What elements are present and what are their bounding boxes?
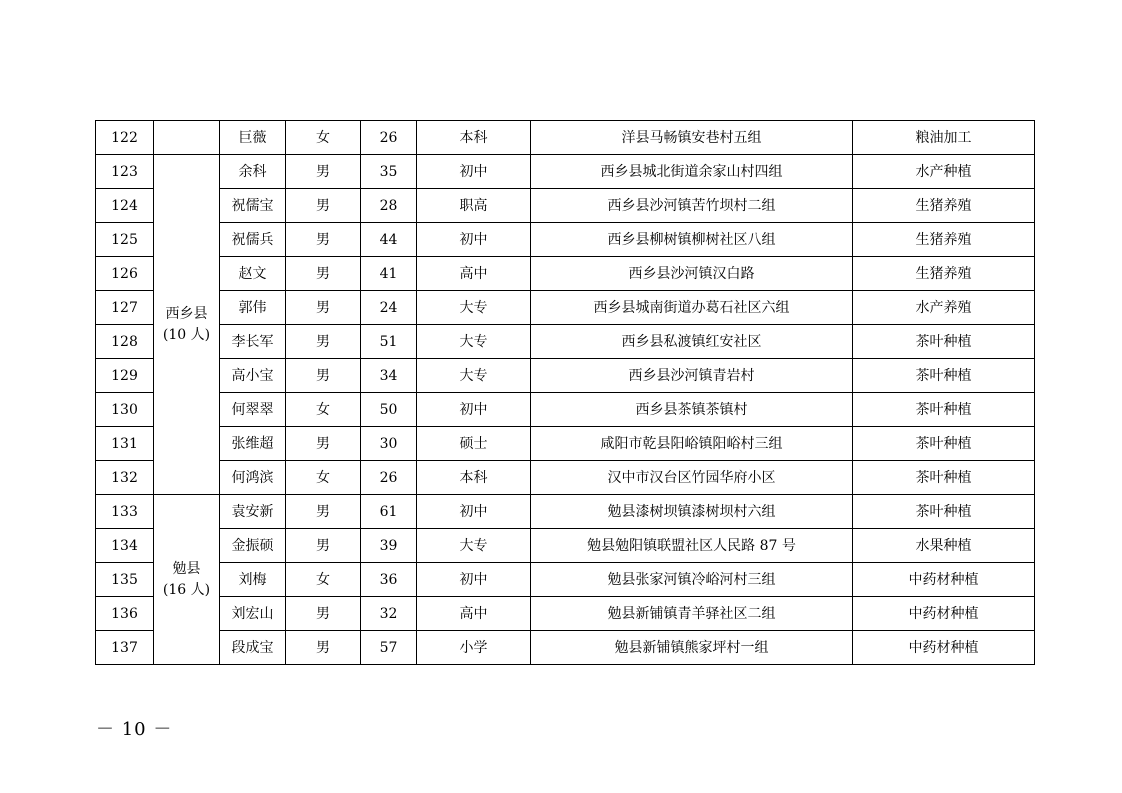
age-cell: 57 — [361, 631, 417, 665]
education-cell: 本科 — [417, 121, 531, 155]
address-cell: 西乡县私渡镇红安社区 — [531, 325, 853, 359]
table-row — [96, 257, 1035, 291]
education-cell: 大专 — [417, 529, 531, 563]
name-cell: 何鸿滨 — [220, 461, 286, 495]
table-row — [96, 529, 1035, 563]
education-cell: 大专 — [417, 325, 531, 359]
gender-cell: 男 — [286, 189, 361, 223]
serial-number-cell: 126 — [96, 257, 154, 291]
age-cell: 41 — [361, 257, 417, 291]
industry-cell: 茶叶种植 — [853, 325, 1035, 359]
table-row — [96, 495, 1035, 529]
table-row — [96, 223, 1035, 257]
county-cell: 西乡县 (10 人) — [154, 155, 220, 495]
age-cell: 50 — [361, 393, 417, 427]
gender-cell: 男 — [286, 257, 361, 291]
name-cell: 金振硕 — [220, 529, 286, 563]
education-cell: 初中 — [417, 495, 531, 529]
gender-cell: 男 — [286, 529, 361, 563]
age-cell: 24 — [361, 291, 417, 325]
county-cell: 勉县 (16 人) — [154, 495, 220, 665]
industry-cell: 茶叶种植 — [853, 495, 1035, 529]
table-row — [96, 461, 1035, 495]
education-cell: 初中 — [417, 155, 531, 189]
industry-cell: 水产种植 — [853, 155, 1035, 189]
name-cell: 祝儒兵 — [220, 223, 286, 257]
serial-number-cell: 124 — [96, 189, 154, 223]
age-cell: 61 — [361, 495, 417, 529]
address-cell: 西乡县沙河镇汉白路 — [531, 257, 853, 291]
table-row — [96, 121, 1035, 155]
education-cell: 初中 — [417, 563, 531, 597]
industry-cell: 水果种植 — [853, 529, 1035, 563]
industry-cell: 中药材种植 — [853, 563, 1035, 597]
table-row — [96, 427, 1035, 461]
address-cell: 西乡县沙河镇青岩村 — [531, 359, 853, 393]
county-cell — [154, 121, 220, 155]
address-cell: 咸阳市乾县阳峪镇阳峪村三组 — [531, 427, 853, 461]
page-number: － 10 － — [96, 719, 173, 740]
age-cell: 32 — [361, 597, 417, 631]
table-row — [96, 189, 1035, 223]
education-cell: 初中 — [417, 393, 531, 427]
gender-cell: 男 — [286, 495, 361, 529]
industry-cell: 茶叶种植 — [853, 461, 1035, 495]
education-cell: 高中 — [417, 257, 531, 291]
serial-number-cell: 127 — [96, 291, 154, 325]
table-row — [96, 393, 1035, 427]
name-cell: 刘梅 — [220, 563, 286, 597]
address-cell: 勉县漆树坝镇漆树坝村六组 — [531, 495, 853, 529]
name-cell: 张维超 — [220, 427, 286, 461]
serial-number-cell: 122 — [96, 121, 154, 155]
gender-cell: 男 — [286, 427, 361, 461]
name-cell: 刘宏山 — [220, 597, 286, 631]
address-cell: 西乡县茶镇茶镇村 — [531, 393, 853, 427]
name-cell: 袁安新 — [220, 495, 286, 529]
age-cell: 26 — [361, 461, 417, 495]
serial-number-cell: 125 — [96, 223, 154, 257]
age-cell: 44 — [361, 223, 417, 257]
serial-number-cell: 129 — [96, 359, 154, 393]
industry-cell: 茶叶种植 — [853, 427, 1035, 461]
age-cell: 34 — [361, 359, 417, 393]
industry-cell: 生猪养殖 — [853, 257, 1035, 291]
education-cell: 大专 — [417, 359, 531, 393]
table-row — [96, 631, 1035, 665]
serial-number-cell: 135 — [96, 563, 154, 597]
table-row — [96, 155, 1035, 189]
serial-number-cell: 132 — [96, 461, 154, 495]
gender-cell: 男 — [286, 223, 361, 257]
name-cell: 高小宝 — [220, 359, 286, 393]
education-cell: 初中 — [417, 223, 531, 257]
serial-number-cell: 128 — [96, 325, 154, 359]
address-cell: 西乡县城南街道办葛石社区六组 — [531, 291, 853, 325]
education-cell: 高中 — [417, 597, 531, 631]
gender-cell: 男 — [286, 325, 361, 359]
serial-number-cell: 131 — [96, 427, 154, 461]
gender-cell: 男 — [286, 291, 361, 325]
serial-number-cell: 134 — [96, 529, 154, 563]
industry-cell: 生猪养殖 — [853, 189, 1035, 223]
gender-cell: 女 — [286, 461, 361, 495]
roster-table — [95, 120, 1035, 665]
industry-cell: 茶叶种植 — [853, 359, 1035, 393]
table-row — [96, 597, 1035, 631]
table-row — [96, 563, 1035, 597]
education-cell: 小学 — [417, 631, 531, 665]
serial-number-cell: 136 — [96, 597, 154, 631]
table-row — [96, 359, 1035, 393]
education-cell: 大专 — [417, 291, 531, 325]
age-cell: 36 — [361, 563, 417, 597]
name-cell: 巨薇 — [220, 121, 286, 155]
age-cell: 26 — [361, 121, 417, 155]
age-cell: 51 — [361, 325, 417, 359]
education-cell: 职高 — [417, 189, 531, 223]
education-cell: 硕士 — [417, 427, 531, 461]
table-row — [96, 291, 1035, 325]
industry-cell: 水产养殖 — [853, 291, 1035, 325]
industry-cell: 粮油加工 — [853, 121, 1035, 155]
serial-number-cell: 123 — [96, 155, 154, 189]
address-cell: 勉县新铺镇青羊驿社区二组 — [531, 597, 853, 631]
gender-cell: 女 — [286, 393, 361, 427]
industry-cell: 生猪养殖 — [853, 223, 1035, 257]
gender-cell: 女 — [286, 121, 361, 155]
serial-number-cell: 137 — [96, 631, 154, 665]
name-cell: 李长军 — [220, 325, 286, 359]
address-cell: 勉县勉阳镇联盟社区人民路 87 号 — [531, 529, 853, 563]
name-cell: 祝儒宝 — [220, 189, 286, 223]
age-cell: 28 — [361, 189, 417, 223]
education-cell: 本科 — [417, 461, 531, 495]
address-cell: 西乡县城北街道余家山村四组 — [531, 155, 853, 189]
gender-cell: 男 — [286, 359, 361, 393]
serial-number-cell: 133 — [96, 495, 154, 529]
address-cell: 汉中市汉台区竹园华府小区 — [531, 461, 853, 495]
roster-body — [96, 121, 1035, 665]
serial-number-cell: 130 — [96, 393, 154, 427]
gender-cell: 男 — [286, 155, 361, 189]
name-cell: 余科 — [220, 155, 286, 189]
gender-cell: 女 — [286, 563, 361, 597]
age-cell: 30 — [361, 427, 417, 461]
address-cell: 洋县马畅镇安巷村五组 — [531, 121, 853, 155]
gender-cell: 男 — [286, 631, 361, 665]
address-cell: 西乡县柳树镇柳树社区八组 — [531, 223, 853, 257]
name-cell: 何翠翠 — [220, 393, 286, 427]
name-cell: 郭伟 — [220, 291, 286, 325]
gender-cell: 男 — [286, 597, 361, 631]
address-cell: 西乡县沙河镇苦竹坝村二组 — [531, 189, 853, 223]
name-cell: 赵文 — [220, 257, 286, 291]
age-cell: 39 — [361, 529, 417, 563]
industry-cell: 中药材种植 — [853, 597, 1035, 631]
age-cell: 35 — [361, 155, 417, 189]
address-cell: 勉县张家河镇冷峪河村三组 — [531, 563, 853, 597]
address-cell: 勉县新铺镇熊家坪村一组 — [531, 631, 853, 665]
industry-cell: 茶叶种植 — [853, 393, 1035, 427]
industry-cell: 中药材种植 — [853, 631, 1035, 665]
name-cell: 段成宝 — [220, 631, 286, 665]
table-row — [96, 325, 1035, 359]
